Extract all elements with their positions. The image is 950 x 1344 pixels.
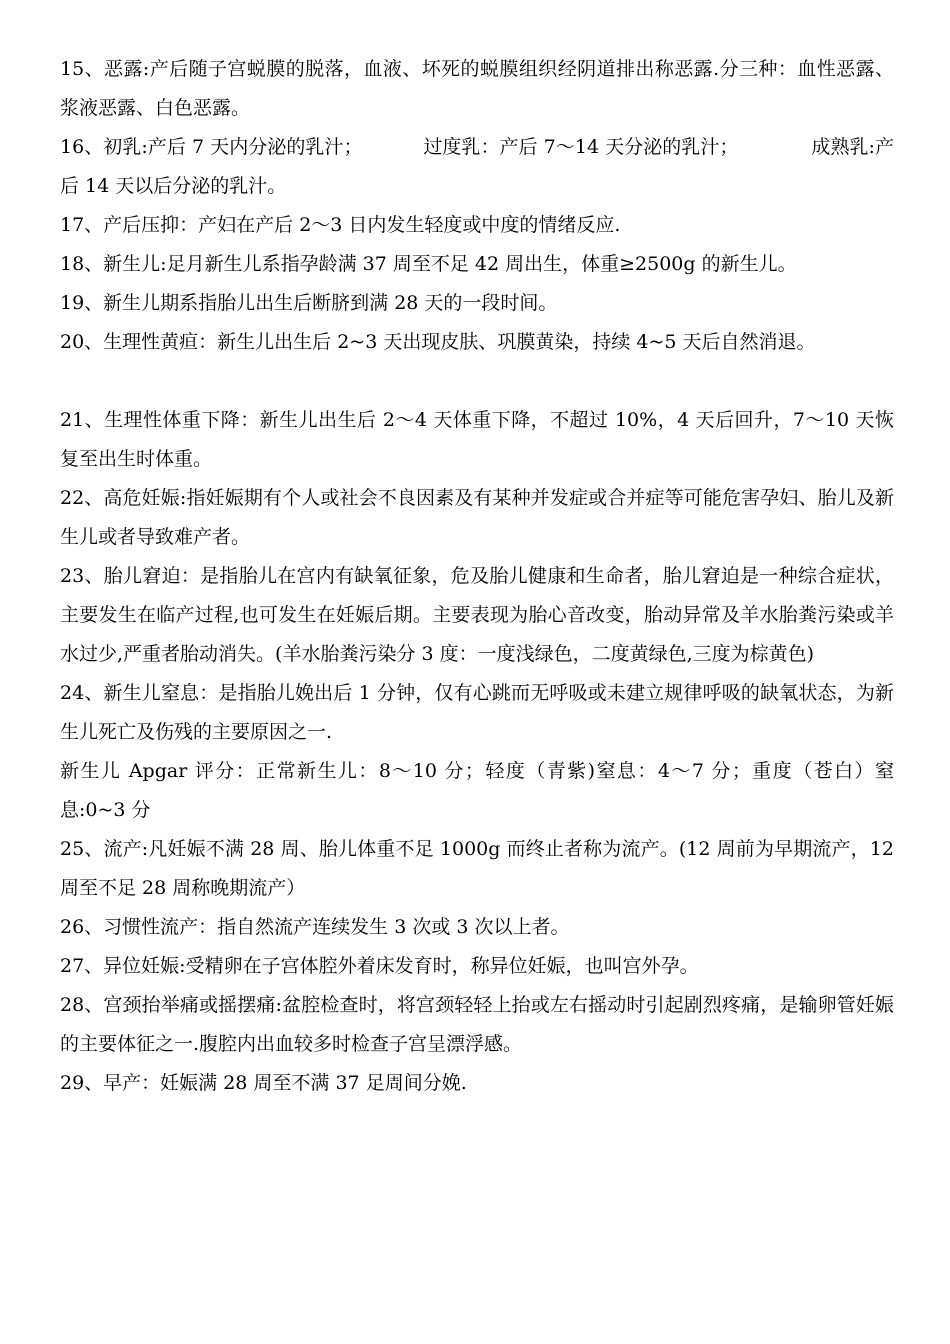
- paragraph-26-habitual-abortion: 26、习惯性流产：指自然流产连续发生 3 次或 3 次以上者。: [60, 916, 570, 938]
- paragraph-22-high-risk-pregnancy: 22、高危妊娠:指妊娠期有个人或社会不良因素及有某种并发症或合并症等可能危害孕妇、胎儿及新生儿或者导致难产者。: [60, 487, 894, 548]
- paragraph-25-abortion: 25、流产:凡妊娠不满 28 周、胎儿体重不足 1000g 而终止者称为流产。(12 周前为早期流产，12 周至不足 28 周称晚期流产）: [60, 838, 901, 899]
- paragraph-29-preterm-birth: 29、早产：妊娠满 28 周至不满 37 足周间分娩.: [60, 1072, 467, 1094]
- paragraph-apgar-score: 新生儿 Apgar 评分：正常新生儿：8～10 分；轻度（青紫)窒息：4～7 分；重度（苍白）窒息:0~3 分: [60, 760, 894, 821]
- paragraph-21-weight-loss: 21、生理性体重下降：新生儿出生后 2～4 天体重下降，不超过 10%，4 天后回升，7～10 天恢复至出生时体重。: [60, 409, 894, 470]
- paragraph-15-lochia: 15、恶露:产后随子宫蜕膜的脱落，血液、坏死的蜕膜组织经阴道排出称恶露.分三种：血性恶露、浆液恶露、白色恶露。: [60, 58, 894, 119]
- paragraph-23-fetal-distress: 23、胎儿窘迫：是指胎儿在宫内有缺氧征象，危及胎儿健康和生命者，胎儿窘迫是一种综合症状，主要发生在临产过程,也可发生在妊娠后期。主要表现为胎心音改变，胎动异常及羊水胎粪污染或羊水过少,严重者胎动消失。(羊水胎粪污染分 3 度：一度浅绿色，二度黄绿色,三度为棕黄色): [60, 565, 894, 665]
- paragraph-16-colostrum: 16、初乳:产后 7 天内分泌的乳汁； 过度乳：产后 7～14 天分泌的乳汁； 成熟乳:产后 14 天以后分泌的乳汁。: [60, 136, 894, 197]
- paragraph-18-newborn: 18、新生儿:足月新生儿系指孕龄满 37 周至不足 42 周出生，体重≥2500g 的新生儿。: [60, 253, 797, 275]
- blank-line: [60, 362, 894, 401]
- paragraph-27-ectopic-pregnancy: 27、异位妊娠:受精卵在子宫体腔外着床发育时，称异位妊娠，也叫宫外孕。: [60, 955, 699, 977]
- paragraph-24-neonatal-asphyxia: 24、新生儿窒息：是指胎儿娩出后 1 分钟，仅有心跳而无呼吸或未建立规律呼吸的缺氧状态，为新生儿死亡及伤残的主要原因之一.: [60, 682, 894, 743]
- paragraph-17-postpartum-blues: 17、产后压抑：产妇在产后 2～3 日内发生轻度或中度的情绪反应.: [60, 214, 621, 236]
- paragraph-19-neonatal-period: 19、新生儿期系指胎儿出生后断脐到满 28 天的一段时间。: [60, 292, 558, 314]
- paragraph-20-physiological-jaundice: 20、生理性黄疸：新生儿出生后 2~3 天出现皮肤、巩膜黄染，持续 4~5 天后自然消退。: [60, 331, 816, 353]
- paragraph-28-cervical-motion-tenderness: 28、宫颈抬举痛或摇摆痛:盆腔检查时，将宫颈轻轻上抬或左右摇动时引起剧烈疼痛，是输卵管妊娠的主要体征之一.腹腔内出血较多时检查子宫呈漂浮感。: [60, 994, 894, 1055]
- document-page: [60, 50, 901, 1103]
